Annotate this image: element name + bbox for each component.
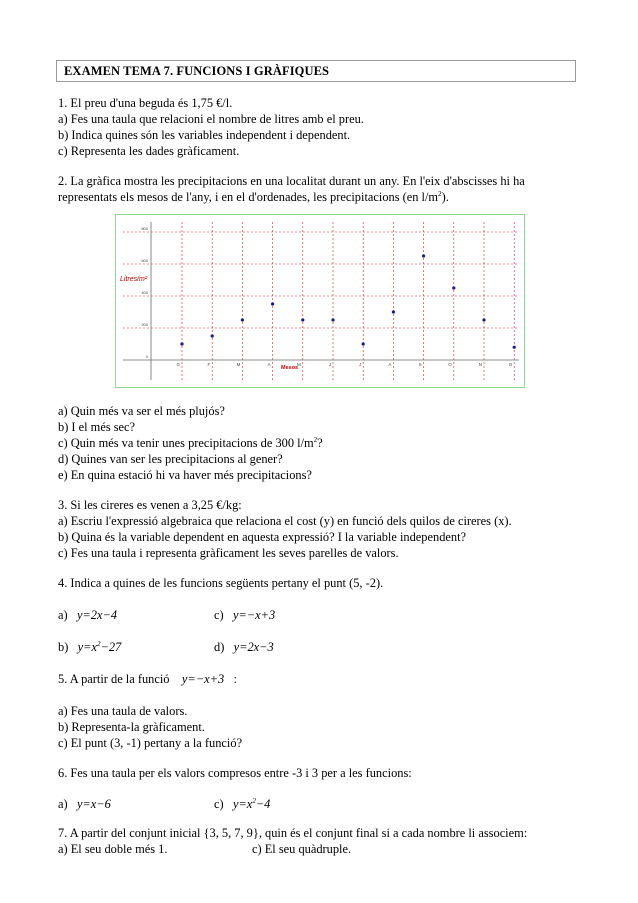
q2-e: e) En quina estació hi va haver més precipitacions? (58, 468, 312, 482)
x-tick-label: J (328, 362, 331, 367)
x-tick-label: A (388, 362, 392, 367)
precipitation-chart (115, 214, 525, 388)
q3-stem: 3. Si les cireres es venen a 3,25 €/kg: (58, 498, 242, 512)
x-tick-label: F (207, 362, 211, 367)
x-tick-label: N (478, 362, 482, 367)
page-title: EXAMEN TEMA 7. FUNCIONS I GRÀFIQUES (56, 60, 576, 82)
y-tick-label: 200 (141, 322, 148, 327)
data-point (362, 342, 365, 345)
q1-a: a) Fes una taula que relacioni el nombre de litres amb el preu. (58, 112, 364, 126)
data-point (422, 254, 425, 257)
x-tick-label: J (358, 362, 362, 367)
q4-stem: 4. Indica a quines de les funcions següents pertany el punt (5, -2). (58, 576, 384, 590)
q4-d: d) y=2x−3 (214, 640, 274, 654)
data-point (452, 286, 455, 289)
data-point (513, 346, 516, 349)
q7-a: a) El seu doble més 1. (58, 842, 168, 856)
q3-a: a) Escriu l'expressió algebraica que relaciona el cost (y) en funció dels quilos de cireres (x). (58, 514, 512, 528)
data-point (331, 318, 334, 321)
q2-d: d) Quines van ser les precipitacions al gener? (58, 452, 283, 466)
q4-c: c) y=−x+3 (214, 608, 276, 622)
x-tick-label: O (448, 362, 452, 367)
q7-stem: 7. A partir del conjunt inicial {3, 5, 7, 9}, quin és el conjunt final si a cada nombre li associem: (58, 826, 528, 840)
q2-a: a) Quin més va ser el més plujós? (58, 404, 225, 418)
data-point (392, 310, 395, 313)
q6-stem: 6. Fes una taula per els valors compresos entre -3 i 3 per a les funcions: (58, 766, 412, 780)
x-tick-label: G (176, 362, 180, 367)
q7-c: c) El seu quàdruple. (252, 842, 352, 856)
data-point (271, 302, 274, 305)
q1-c: c) Representa les dades gràficament. (58, 144, 240, 158)
q2-b: b) I el més sec? (58, 420, 136, 434)
q4-b: b) $y=x^2-27$ (58, 639, 122, 654)
q6-c: c) $y=x^2-4$ (214, 796, 271, 811)
data-point (482, 318, 485, 321)
y-tick-label: 0 (145, 354, 148, 359)
y-tick-label: 800 (141, 226, 148, 231)
q1-b: b) Indica quines són les variables independent i dependent. (58, 128, 351, 142)
q1-stem: 1. El preu d'una beguda és 1,75 €/l. (58, 96, 233, 110)
q2-stem-line1: 2. La gràfica mostra les precipitacions en una localitat durant un any. En l'eix d'abscisses hi ha (58, 174, 525, 188)
x-axis-label: Mesos (281, 365, 299, 371)
data-point (301, 318, 304, 321)
q4-a: a) y=2x−4 (58, 608, 118, 622)
q3-c: c) Fes una taula i representa gràficament les seves parelles de valors. (58, 546, 399, 560)
x-tick-label: D (508, 362, 513, 367)
data-point (180, 342, 183, 345)
q5-b: b) Representa-la gràficament. (58, 720, 205, 734)
data-point (211, 334, 214, 337)
x-tick-label: S (418, 362, 422, 367)
q2-stem-line2: representats els mesos de l'any, i en el d'ordenades, les precipitacions (en $l/m^2$). (58, 189, 449, 204)
x-tick-label: M (236, 362, 241, 367)
q6-a: a) y=x−6 (58, 797, 111, 811)
q3-b: b) Quina és la variable dependent en aquesta expressió? I la variable independent? (58, 530, 467, 544)
q5-a: a) Fes una taula de valors. (58, 704, 188, 718)
q5-stem: 5. A partir de la funció y=−x+3 : (58, 672, 237, 686)
q5-c: c) El punt (3, -1) pertany a la funció? (58, 736, 243, 750)
x-tick-label: M (297, 362, 301, 367)
y-tick-label: 400 (141, 290, 148, 295)
y-axis-label: Litres/m² (120, 276, 148, 283)
q2-c: c) Quin més va tenir unes precipitacions de 300 $l/m^2$? (58, 435, 323, 450)
y-tick-label: 600 (141, 258, 148, 263)
x-tick-label: A (267, 362, 271, 367)
data-point (241, 318, 244, 321)
